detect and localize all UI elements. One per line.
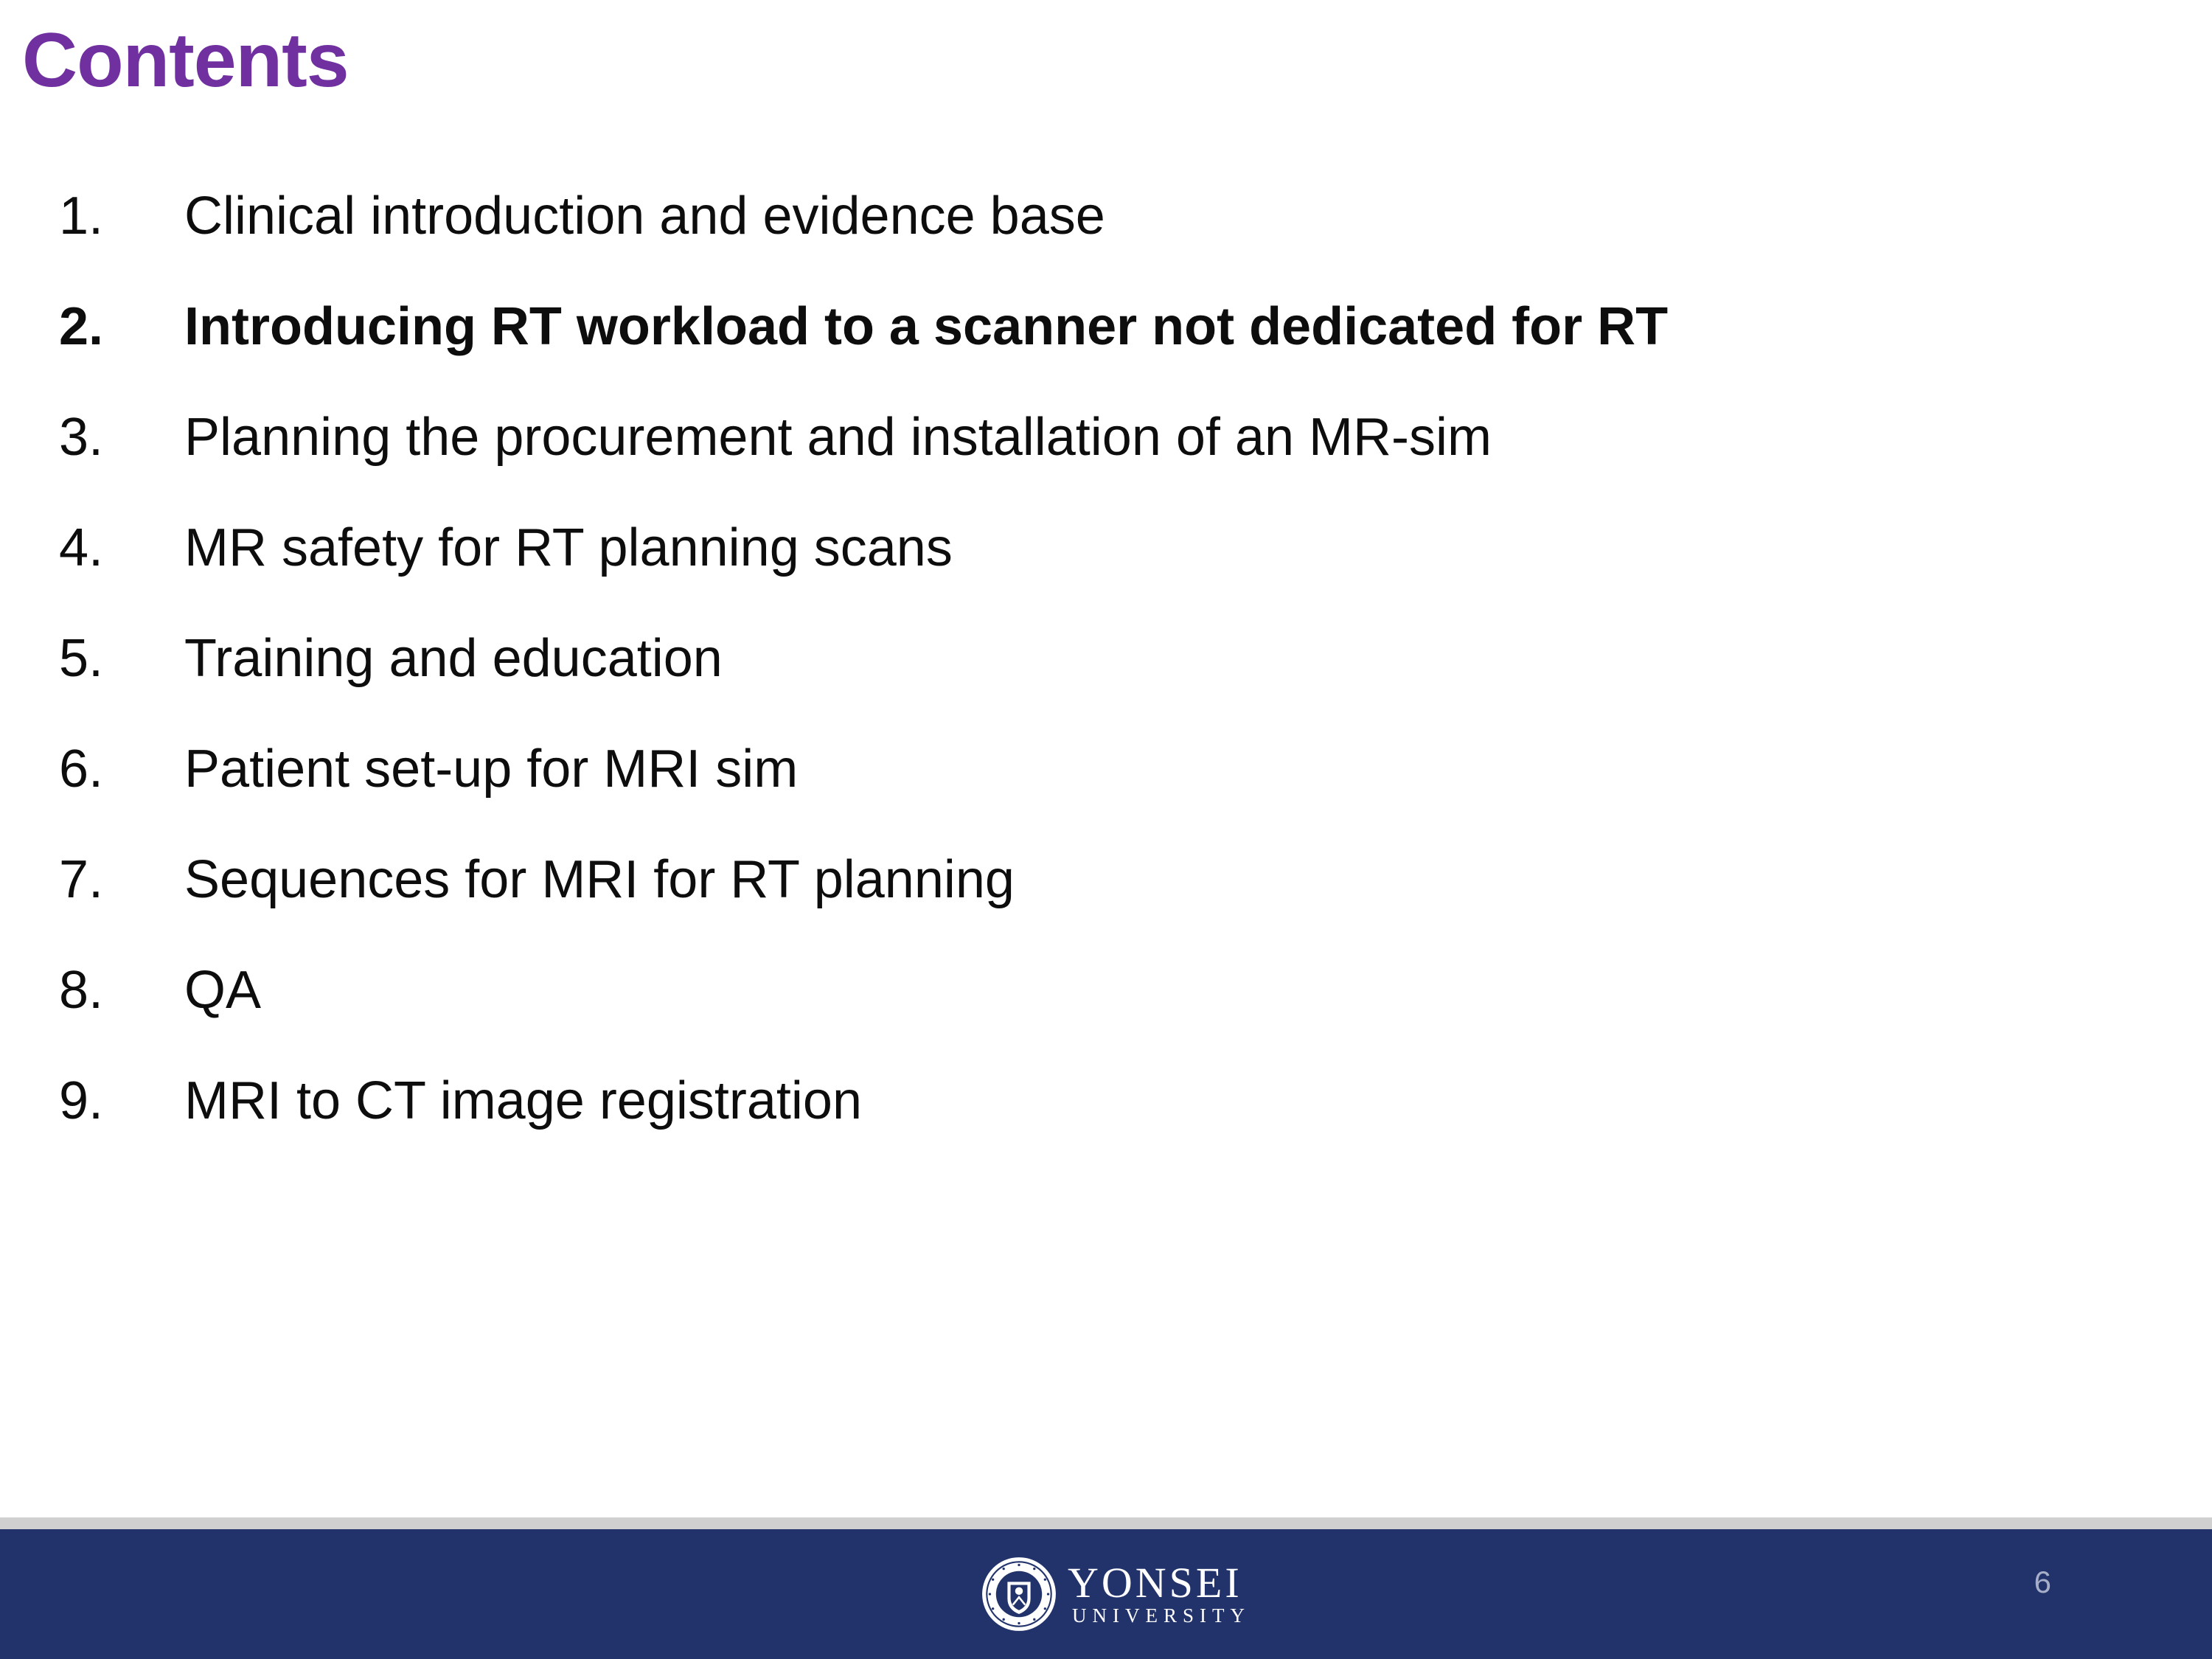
page-number: 6 <box>2034 1565 2051 1599</box>
university-logo <box>981 1553 1251 1635</box>
item-text: MRI to CT image registration <box>184 1071 862 1130</box>
item-text: Sequences for MRI for RT planning <box>184 850 1015 909</box>
footer-divider <box>0 1517 2212 1529</box>
item-text: Clinical introduction and evidence base <box>184 187 1105 246</box>
item-number: 7. <box>59 850 104 909</box>
item-number: 5. <box>59 629 104 688</box>
item-text: Planning the procurement and installation of an MR-sim <box>184 408 1492 467</box>
item-number: 3. <box>59 408 104 467</box>
logo-main-text: YONSEI <box>1068 1559 1242 1607</box>
logo-wordmark <box>1068 1559 1251 1627</box>
item-text: Introducing RT workload to a scanner not dedicated for RT <box>184 297 1669 356</box>
university-seal-icon <box>981 1556 1057 1632</box>
item-number: 1. <box>59 187 104 246</box>
item-text: QA <box>184 961 262 1020</box>
item-number: 9. <box>59 1071 104 1130</box>
item-text: MR safety for RT planning scans <box>184 518 953 577</box>
logo-sub-text: UNIVERSITY <box>1072 1604 1251 1627</box>
item-number: 8. <box>59 961 104 1020</box>
item-number: 2. <box>59 297 104 356</box>
item-number: 4. <box>59 518 104 577</box>
item-text: Training and education <box>184 629 723 688</box>
item-text: Patient set-up for MRI sim <box>184 740 799 799</box>
item-number: 6. <box>59 740 104 799</box>
slide-title: Contents <box>22 18 349 103</box>
